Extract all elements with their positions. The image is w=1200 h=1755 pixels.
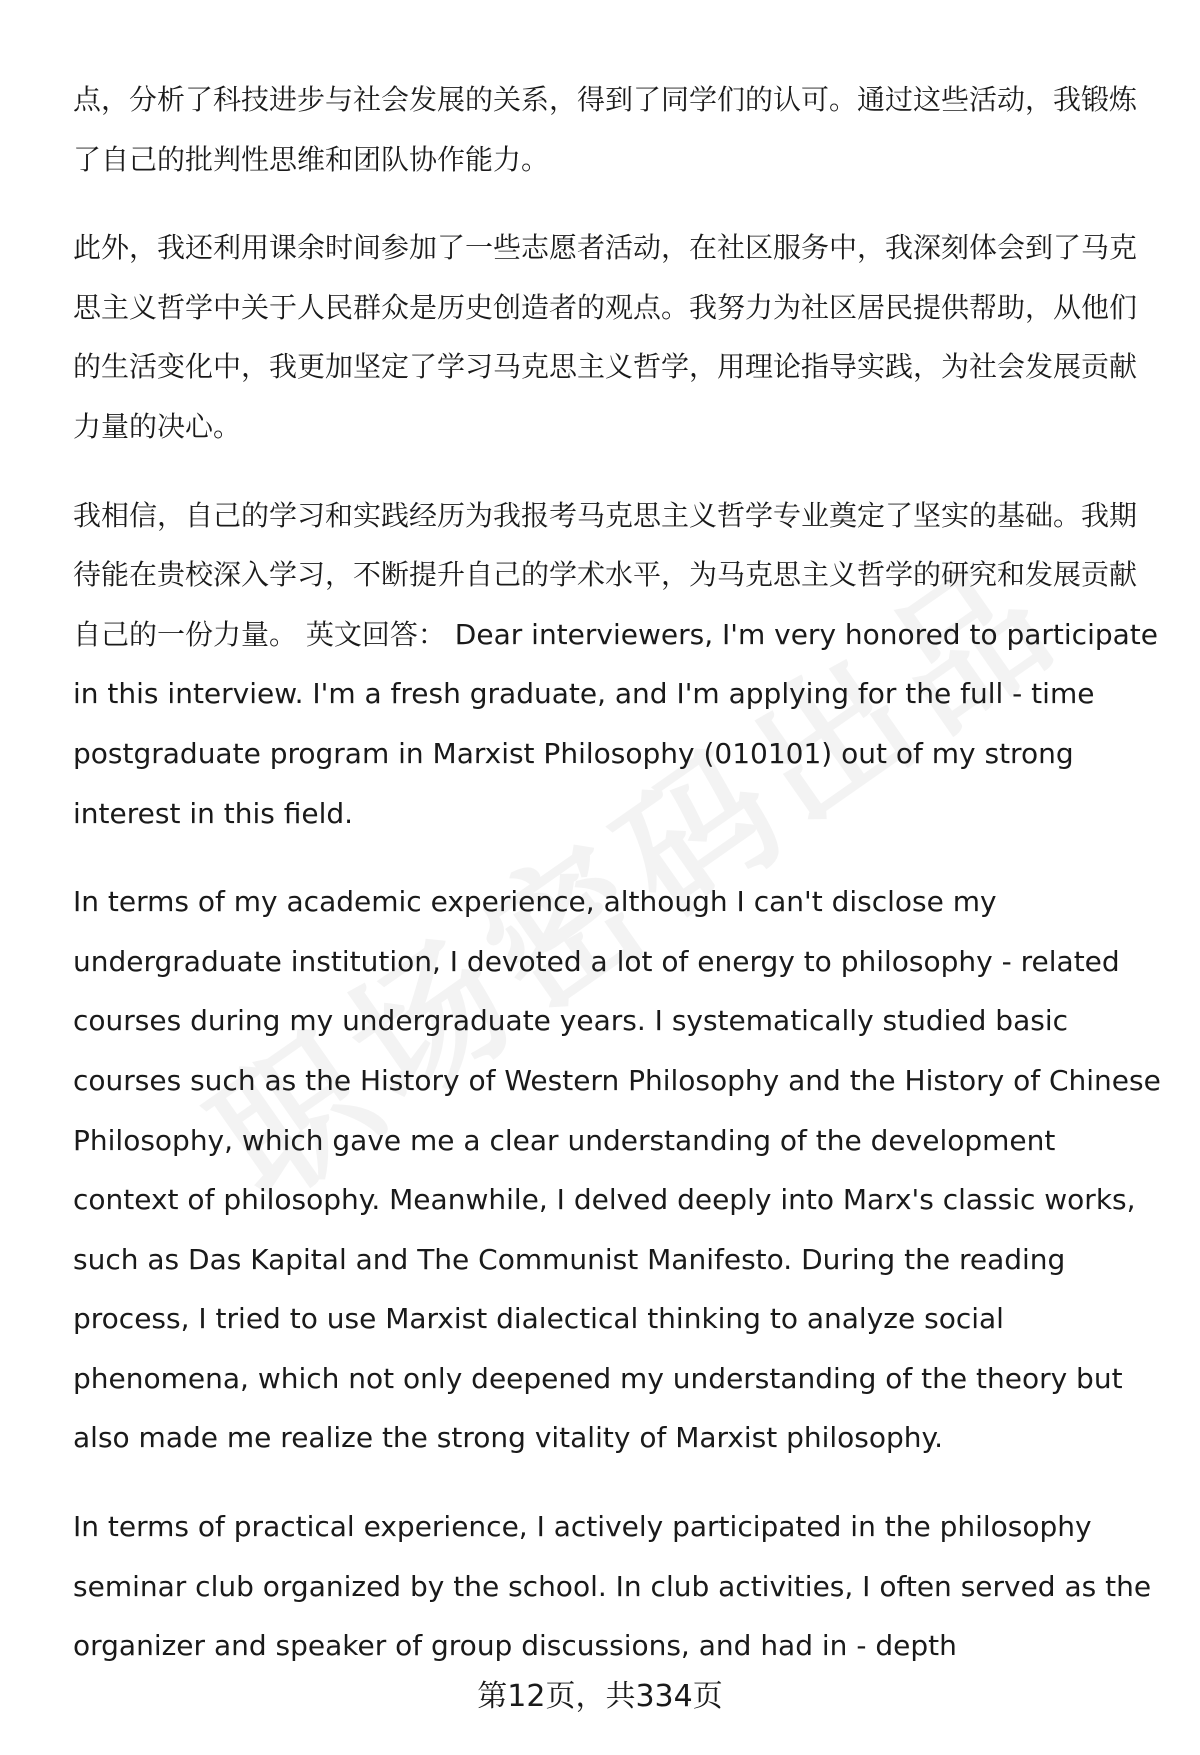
page-number-footer: 第12页，共334页 xyxy=(477,1679,723,1714)
paragraph-volunteer: 此外，我还利用课余时间参加了一些志愿者活动，在社区服务中，我深刻体会到了马克思主义哲学中关于人民群众是历史创造者的观点。我努力为社区居民提供帮助，从他们的生活变化中，我更加坚定了学习马克思主义哲学，用理论指导实践，为社会发展贡献力量的决心。 xyxy=(73,231,1138,443)
paragraph-conclusion-and-english-intro: 我相信，自己的学习和实践经历为我报考马克思主义哲学专业奠定了坚实的基础。我期待能在贵校深入学习，不断提升自己的学术水平，为马克思主义哲学的研究和发展贡献自己的一份力量。 英文回答： Dear interviewers, I'm very honored to participate in this interview. I'm a fresh graduate, and I'm applying for the full - time postgraduate program in Marxist Philosophy (010101) out of my strong interest in this field. xyxy=(73,498,1158,830)
paragraph-activities: 点，分析了科技进步与社会发展的关系，得到了同学们的认可。通过这些活动，我锻炼了自己的批判性思维和团队协作能力。 xyxy=(73,83,1138,176)
document-body xyxy=(73,70,1163,1705)
paragraph-practical-experience: In terms of practical experience, I actively participated in the philosophy seminar club organized by the school. In club activities, I often served as the organizer and speaker of group discussions, and had in - depth xyxy=(73,1510,1152,1663)
paragraph-academic-experience: In terms of my academic experience, although I can't disclose my undergraduate institution, I devoted a lot of energy to philosophy - related courses during my undergraduate years. I systematically studied basic courses such as the History of Western Philosophy and the History of Chinese Philosophy, which gave me a clear understanding of the development context of philosophy. Meanwhile, I delved deeply into Marx's classic works, such as Das Kapital and The Communist Manifesto. During the reading process, I tried to use Marxist dialectical thinking to analyze social phenomena, which not only deepened my understanding of the theory but also made me realize the strong vitality of Marxist philosophy. xyxy=(73,885,1161,1455)
